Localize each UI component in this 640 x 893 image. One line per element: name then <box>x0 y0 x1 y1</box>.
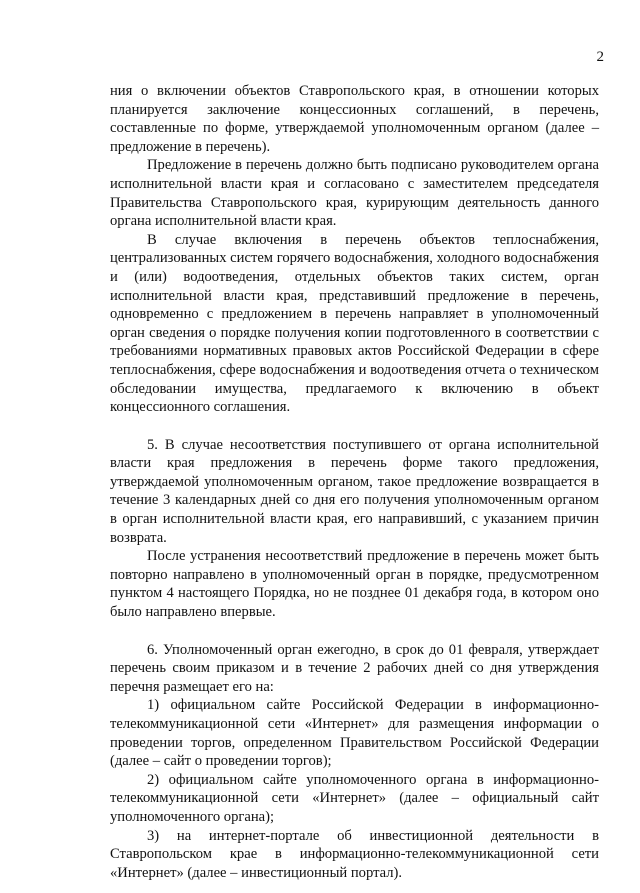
page-number: 2 <box>596 49 604 65</box>
list-item-3: 3) на интернет-портале об инвестиционной деятельности в Ставропольском крае в информационно-телекоммуникационной сети «Интернет» (далее – инвестиционный портал). <box>110 827 599 881</box>
list-item-2: 2) официальном сайте уполномоченного органа в информационно-телекоммуникационной сети «Интернет» (далее – официальный сайт уполномоченного органа); <box>110 771 599 825</box>
paragraph-heat-supply-objects: В случае включения в перечень объектов теплоснабжения, централизованных систем горячего водоснабжения, холодного водоснабжения и (или) водоотведения, отдельных объектов таких систем, орган исполнительной власти края, представивший предложение в перечень, одновременно с предложением в перечень направляет в уполномоченный орган сведения о порядке получения копии подготовленного в соответствии с требованиями нормативных правовых актов Российской Федерации в сфере теплоснабжения, сфере водоснабжения и водоотведения отчета о техническом обследовании имущества, предлагаемого к включению в объект концессионного соглашения. <box>110 231 599 416</box>
document-body <box>110 82 599 882</box>
paragraph-item-6: 6. Уполномоченный орган ежегодно, в срок до 01 февраля, утверждает перечень своим приказом и в течение 2 рабочих дней со дня утверждения перечня размещает его на: <box>110 641 599 695</box>
paragraph-continuation: ния о включении объектов Ставропольского края, в отношении которых планируется заключение концессионных соглашений, в перечень, составленные по форме, утверждаемой уполномоченным органом (далее – предложение в перечень). <box>110 83 599 155</box>
paragraph-signature-requirement: Предложение в перечень должно быть подписано руководителем органа исполнительной власти края и согласовано с заместителем председателя Правительства Ставропольского края, курирующим деятельность данного органа исполнительной власти края. <box>110 157 599 230</box>
list-item-1: 1) официальном сайте Российской Федерации в информационно-телекоммуникационной сети «Интернет» для размещения информации о проведении торгов, определенном Правительством Российской Федерации (далее – сайт о проведении торгов); <box>110 697 599 770</box>
paragraph-item-5: 5. В случае несоответствия поступившего от органа исполнительной власти края предложения в перечень форме такого предложения, утверждаемой уполномоченным органом, такое предложение возвращается в течение 3 календарных дней со дня его получения уполномоченным органом в орган исполнительной власти края, его направивший, с указанием причин возврата. <box>110 436 599 546</box>
paragraph-resubmission: После устранения несоответствий предложение в перечень может быть повторно направлено в уполномоченный орган в порядке, предусмотренном пунктом 4 настоящего Порядка, но не позднее 01 декабря года, в котором оно было направлено впервые. <box>110 548 599 621</box>
